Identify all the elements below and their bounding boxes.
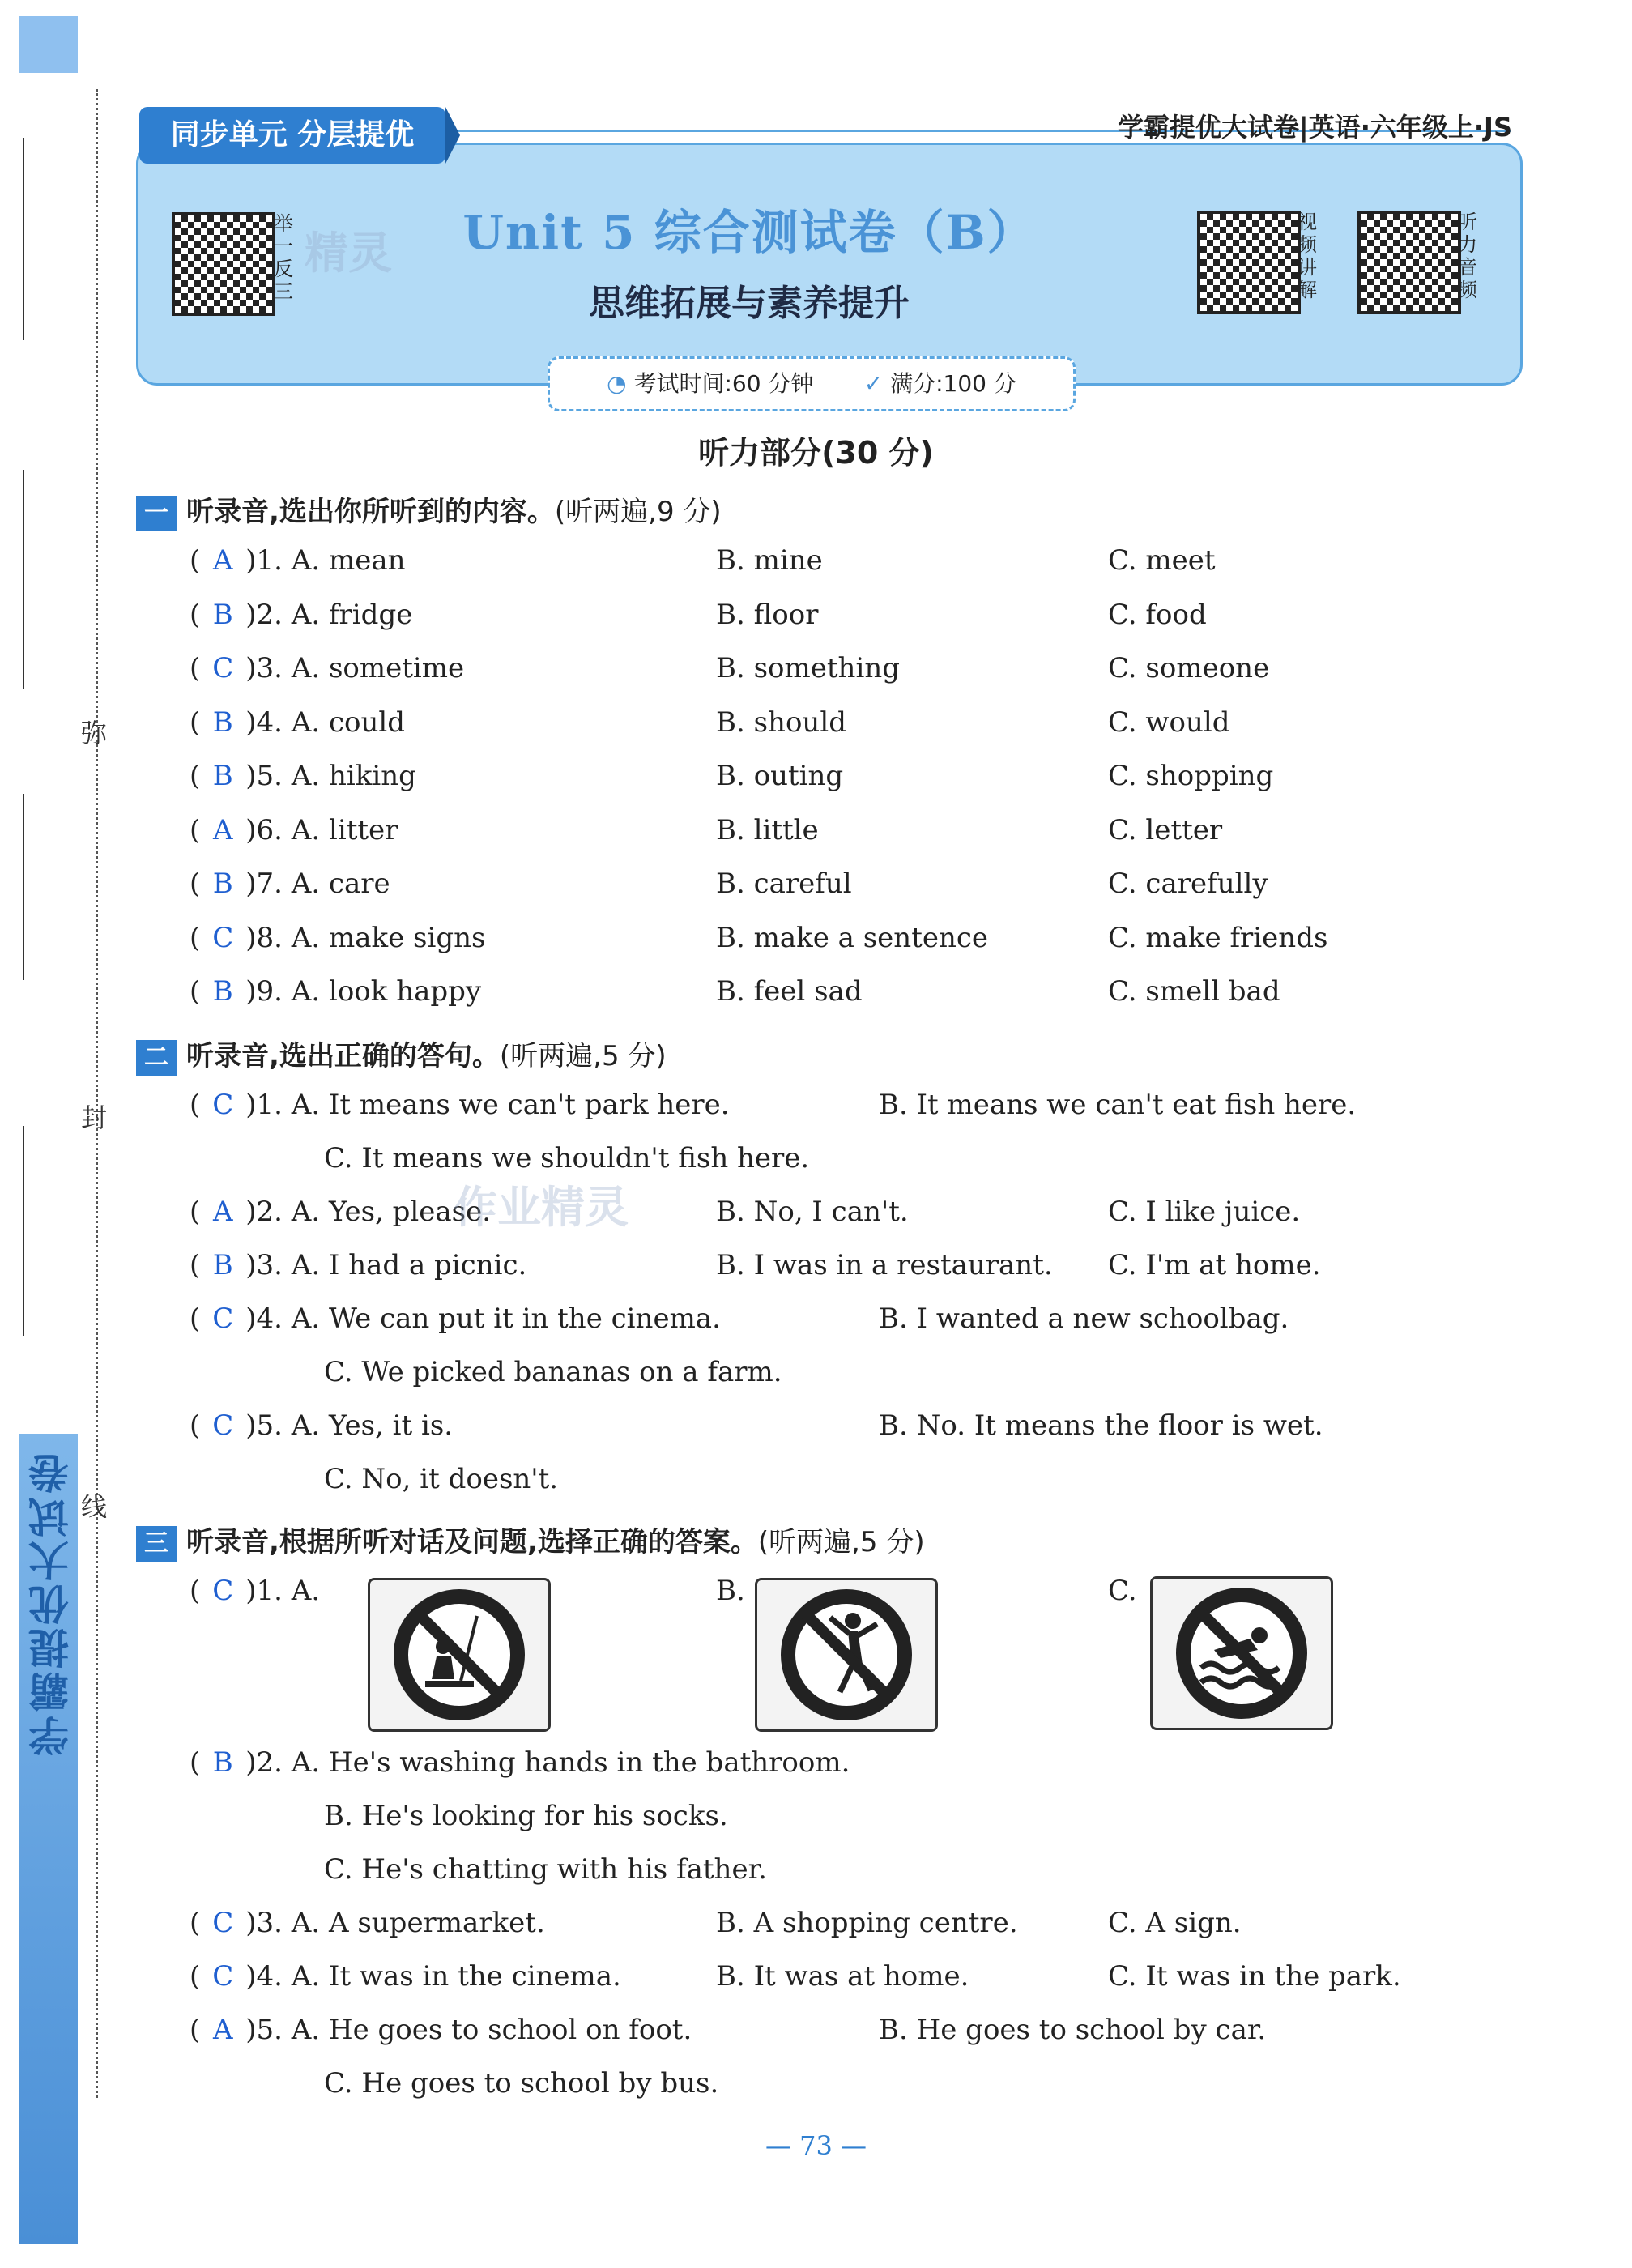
p1-q2-c: C. food (1108, 599, 1207, 631)
option-a-image (368, 1578, 551, 1732)
answer: C (212, 1960, 234, 1993)
p2-q4-c: C. We picked bananas on a farm. (324, 1356, 782, 1388)
p1-q3-b: B. something (716, 652, 900, 684)
option-a: A. He goes to school on foot. (291, 2014, 692, 2046)
answer: C (212, 1907, 234, 1939)
class-field-line (23, 470, 60, 688)
answer: C (212, 1409, 234, 1442)
q-number: )8. (245, 922, 283, 954)
p1-q8: ( C )8. A. make signs (190, 922, 486, 954)
p1-q5: ( B )5. A. hiking (190, 760, 416, 792)
p1-q5-b: B. outing (716, 760, 844, 792)
option-a: A. fridge (291, 599, 413, 631)
p3-q2-b: B. He's looking for his socks. (324, 1800, 728, 1832)
p2-q1-b: B. It means we can't eat fish here. (879, 1089, 1357, 1121)
p1-q6-b: B. little (716, 814, 819, 846)
option-a: A. sometime (291, 652, 465, 684)
option-a: A. mean (291, 544, 406, 577)
answer: B (212, 760, 233, 792)
qr-video-label: 视频讲解 (1298, 211, 1317, 301)
qr-code-left (172, 212, 275, 316)
p3-q1-c: C. (1108, 1575, 1137, 1607)
p1-q7-b: B. careful (716, 868, 852, 900)
p3-q1: ( C )1. A. (190, 1575, 321, 1607)
p1-q2: ( B )2. A. fridge (190, 599, 413, 631)
answer: B (212, 599, 233, 631)
no-fishing-sign-icon (386, 1584, 532, 1726)
option-a: A. I had a picnic. (291, 1249, 527, 1281)
p3-q5-c: C. He goes to school by bus. (324, 2067, 719, 2100)
p3-q2: ( B )2. A. He's washing hands in the bathroom. (190, 1746, 850, 1779)
option-b-image (755, 1578, 938, 1732)
margin-tab (19, 16, 78, 73)
option-a: A. We can put it in the cinema. (291, 1302, 721, 1335)
margin-strip-text: 学霸提优大试卷 (28, 1450, 75, 1756)
part2-note: (听两遍,5 分) (499, 1040, 667, 1072)
answer: B (212, 706, 233, 739)
option-a: A. He's washing hands in the bathroom. (291, 1746, 850, 1779)
answer: C (212, 922, 234, 954)
p2-q3-b: B. I was in a restaurant. (716, 1249, 1053, 1281)
test-title: Unit 5 综合测试卷（B） (462, 205, 1036, 260)
answer: A (212, 814, 233, 846)
p2-q4: ( C )4. A. We can put it in the cinema. (190, 1302, 721, 1335)
cut-char-1: 弥 (81, 718, 108, 748)
option-a: A. It means we can't park here. (291, 1089, 730, 1121)
id-field-line (23, 1126, 60, 1336)
exam-info (548, 356, 1076, 411)
no-climbing-sign-icon (773, 1584, 919, 1726)
p1-q6-c: C. letter (1108, 814, 1223, 846)
p2-q2-c: C. I like juice. (1108, 1196, 1301, 1228)
clock-icon: ◔ (607, 370, 627, 397)
q-number: )2. (245, 1196, 283, 1228)
cut-char-3: 线 (81, 1491, 108, 1522)
p3-q5-b: B. He goes to school by car. (879, 2014, 1267, 2046)
option-a: A. could (291, 706, 406, 739)
answer: A (212, 544, 233, 577)
p3-q3: ( C )3. A. A supermarket. (190, 1907, 545, 1939)
school-field-line (23, 794, 60, 980)
q-number: )6. (245, 814, 283, 846)
p2-q5-b: B. No. It means the floor is wet. (879, 1409, 1323, 1442)
exam-time: 考试时间:60 分钟 (633, 370, 814, 397)
part2-heading (136, 1034, 667, 1076)
part1-number: 一 (136, 496, 177, 531)
q-number: )4. (245, 1302, 283, 1335)
q-number: )5. (245, 760, 283, 792)
answer: C (212, 1575, 234, 1607)
p1-q7-c: C. carefully (1108, 868, 1268, 900)
q-number: )3. (245, 652, 283, 684)
q-number: )7. (245, 868, 283, 900)
part1-title: 听录音,选出你所听到的内容。 (186, 496, 555, 528)
part3-number: 三 (136, 1526, 177, 1562)
exam-score: 满分:100 分 (890, 370, 1016, 397)
option-a: A. Yes, it is. (291, 1409, 454, 1442)
p1-q3: ( C )3. A. sometime (190, 652, 465, 684)
q-number: )2. (245, 1746, 283, 1779)
q-number: )4. (245, 706, 283, 739)
part2-title: 听录音,选出正确的答句。 (186, 1040, 500, 1072)
p2-q3-c: C. I'm at home. (1108, 1249, 1321, 1281)
p3-q3-c: C. A sign. (1108, 1907, 1242, 1939)
answer: C (212, 1089, 234, 1121)
p1-q1: ( A )1. A. mean (190, 544, 406, 577)
q-number: )1. (245, 1089, 283, 1121)
p2-q4-b: B. I wanted a new schoolbag. (879, 1302, 1289, 1335)
p1-q9-b: B. feel sad (716, 975, 863, 1008)
p1-q8-c: C. make friends (1108, 922, 1328, 954)
q-number: )9. (245, 975, 283, 1008)
p2-q2: ( A )2. A. Yes, please. (190, 1196, 492, 1228)
p3-q5: ( A )5. A. He goes to school on foot. (190, 2014, 692, 2046)
p1-q4-b: B. should (716, 706, 846, 739)
q-number: )2. (245, 599, 283, 631)
answer: B (212, 868, 233, 900)
p1-q4: ( B )4. A. could (190, 706, 406, 739)
p1-q6: ( A )6. A. litter (190, 814, 398, 846)
option-a: A. Yes, please. (291, 1196, 492, 1228)
p1-q9: ( B )9. A. look happy (190, 975, 482, 1008)
q-number: )1. (245, 544, 283, 577)
q-number: )5. (245, 2014, 283, 2046)
p2-q1: ( C )1. A. It means we can't park here. (190, 1089, 730, 1121)
unit-tag: 同步单元 分层提优 (139, 107, 445, 164)
series-title: 学霸提优大试卷|英语·六年级上·JS (1118, 112, 1512, 143)
p1-q2-b: B. floor (716, 599, 819, 631)
part1-heading (136, 489, 722, 531)
p2-q1-c: C. It means we shouldn't fish here. (324, 1142, 810, 1174)
answer: C (212, 1302, 234, 1335)
option-a: A. It was in the cinema. (291, 1960, 621, 1993)
answer: A (212, 2014, 233, 2046)
option-a: A. A supermarket. (291, 1907, 545, 1939)
p1-q8-b: B. make a sentence (716, 922, 989, 954)
answer: A (212, 1196, 233, 1228)
part3-note: (听两遍,5 分) (757, 1526, 925, 1558)
q-number: )3. (245, 1249, 283, 1281)
option-a: A. (291, 1575, 321, 1607)
p1-q1-c: C. meet (1108, 544, 1216, 577)
p3-q2-c: C. He's chatting with his father. (324, 1853, 767, 1886)
q-number: )1. (245, 1575, 283, 1607)
p3-q4: ( C )4. A. It was in the cinema. (190, 1960, 621, 1993)
q-number: )3. (245, 1907, 283, 1939)
p1-q4-c: C. would (1108, 706, 1230, 739)
p1-q7: ( B )7. A. care (190, 868, 390, 900)
answer: B (212, 975, 233, 1008)
part3-title: 听录音,根据所听对话及问题,选择正确的答案。 (186, 1526, 758, 1558)
section-title: 听力部分(30 分) (698, 435, 934, 471)
part1-note: (听两遍,9 分) (554, 496, 722, 528)
p3-q1-b: B. (716, 1575, 745, 1607)
p1-q1-b: B. mine (716, 544, 823, 577)
option-a: A. care (291, 868, 390, 900)
p3-q3-b: B. A shopping centre. (716, 1907, 1018, 1939)
option-c-image (1150, 1576, 1333, 1730)
p2-q5: ( C )5. A. Yes, it is. (190, 1409, 454, 1442)
option-a: A. hiking (291, 760, 416, 792)
qr-left-label: 举一反三 (274, 212, 293, 303)
watermark-logo: 精灵 (305, 228, 392, 279)
q-number: )5. (245, 1409, 283, 1442)
answer: C (212, 652, 234, 684)
qr-code-audio (1357, 211, 1461, 314)
option-a: A. litter (291, 814, 398, 846)
p3-q4-c: C. It was in the park. (1108, 1960, 1401, 1993)
p2-q5-c: C. No, it doesn't. (324, 1463, 559, 1495)
test-subtitle: 思维拓展与素养提升 (589, 283, 910, 324)
no-swimming-sign-icon (1169, 1582, 1315, 1724)
option-a: A. look happy (291, 975, 482, 1008)
cut-line (96, 89, 98, 2098)
p1-q5-c: C. shopping (1108, 760, 1274, 792)
part2-number: 二 (136, 1040, 177, 1076)
part3-heading (136, 1520, 925, 1562)
answer: B (212, 1249, 233, 1281)
qr-code-video (1197, 211, 1301, 314)
page-number: — 73 — (765, 2130, 867, 2161)
p2-q3: ( B )3. A. I had a picnic. (190, 1249, 527, 1281)
name-field-line (23, 138, 60, 340)
option-a: A. make signs (291, 922, 486, 954)
p1-q3-c: C. someone (1108, 652, 1270, 684)
watermark-center: 作业精灵 (454, 1182, 629, 1233)
q-number: )4. (245, 1960, 283, 1993)
p1-q9-c: C. smell bad (1108, 975, 1280, 1008)
check-icon: ✓ (863, 370, 884, 397)
p3-q4-b: B. It was at home. (716, 1960, 969, 1993)
qr-audio-label: 听力音频 (1458, 211, 1477, 301)
answer: B (212, 1746, 233, 1779)
p2-q2-b: B. No, I can't. (716, 1196, 909, 1228)
cut-char-2: 封 (81, 1102, 108, 1133)
